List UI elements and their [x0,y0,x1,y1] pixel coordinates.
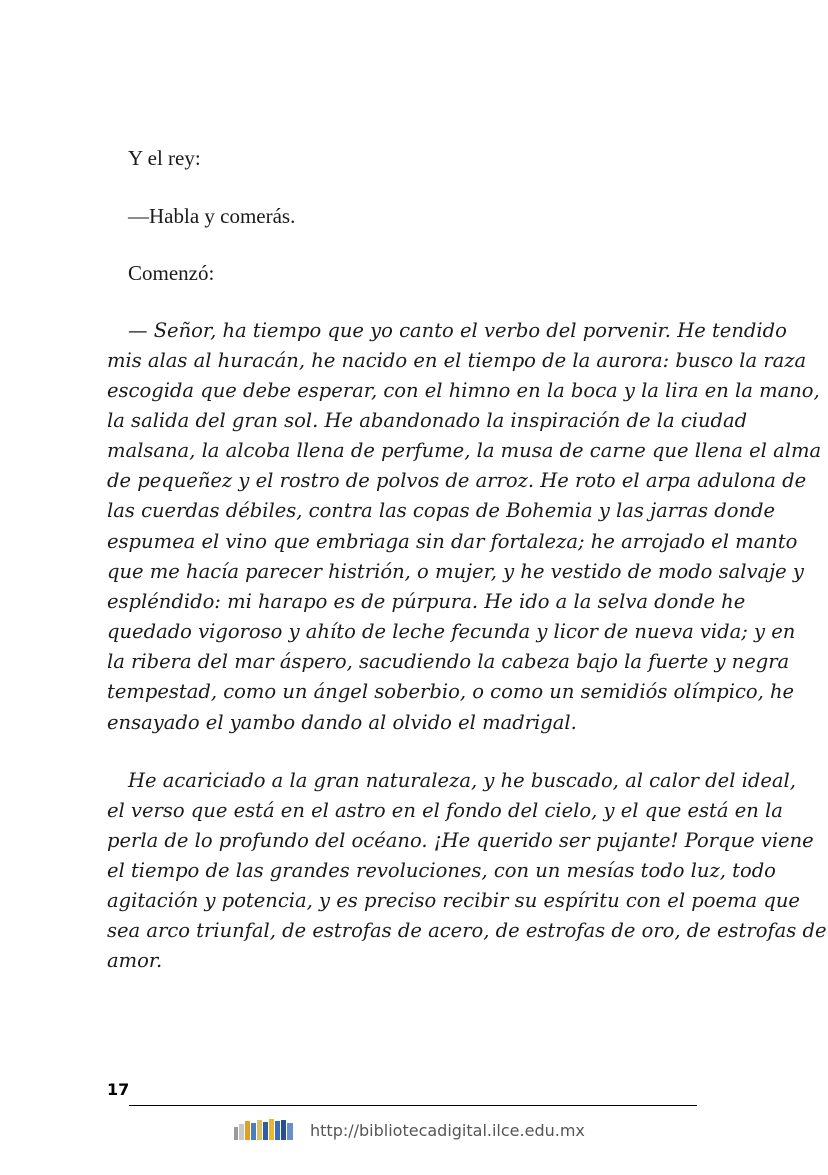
text-line: escogida que debe esperar, con el himno en la boca y la lira en la mano, [107,379,820,402]
footer-rule [129,1105,697,1106]
dialogue-line: Comenzó: [128,261,215,285]
text-line: agitación y potencia, y es preciso recibir su espíritu con el poema que [107,889,800,912]
text-line: — Señor, ha tiempo que yo canto el verbo del porvenir. He tendido [128,319,787,342]
book-stack-logo-icon [234,1118,298,1140]
text-line: sea arco triunfal, de estrofas de acero, de estrofas de oro, de estrofas de [107,919,827,942]
text-line: tempestad, como un ángel soberbio, o como un semidiós olímpico, he [107,680,795,703]
text-line: amor. [107,949,163,972]
text-line: malsana, la alcoba llena de perfume, la musa de carne que llena el alma [107,439,822,462]
text-line: ensayado el yambo dando al olvido el madrigal. [107,711,577,734]
text-line: espumea el vino que embriaga sin dar fortaleza; he arrojado el manto [107,530,798,553]
dialogue-line: —Habla y comerás. [128,204,296,228]
text-line: el tiempo de las grandes revoluciones, con un mesías todo luz, todo [107,859,776,882]
text-line: He acariciado a la gran naturaleza, y he buscado, al calor del ideal, [128,769,796,792]
text-line: quedado vigoroso y ahíto de leche fecunda y licor de nueva vida; y en [107,620,796,643]
text-line: perla de lo profundo del océano. ¡He querido ser pujante! Porque viene [107,829,814,852]
text-line: de pequeñez y el rostro de polvos de arroz. He roto el arpa adulona de [107,469,807,492]
text-line: que me hacía parecer histrión, o mujer, y he vestido de modo salvaje y [107,560,804,583]
dialogue-line: Y el rey: [128,146,201,170]
text-line: la ribera del mar áspero, sacudiendo la cabeza bajo la fuerte y negra [107,650,790,673]
text-line: la salida del gran sol. He abandonado la inspiración de la ciudad [107,409,748,432]
text-line: mis alas al huracán, he nacido en el tiempo de la aurora: busco la raza [107,349,807,372]
site-url-link[interactable]: http://bibliotecadigital.ilce.edu.mx [310,1121,585,1140]
text-line: las cuerdas débiles, contra las copas de Bohemia y las jarras donde [107,499,776,522]
page-number: 17 [107,1080,130,1099]
text-line: el verso que está en el astro en el fondo del cielo, y el que está en la [107,799,783,822]
text-line: espléndido: mi harapo es de púrpura. He ido a la selva donde he [107,590,746,613]
